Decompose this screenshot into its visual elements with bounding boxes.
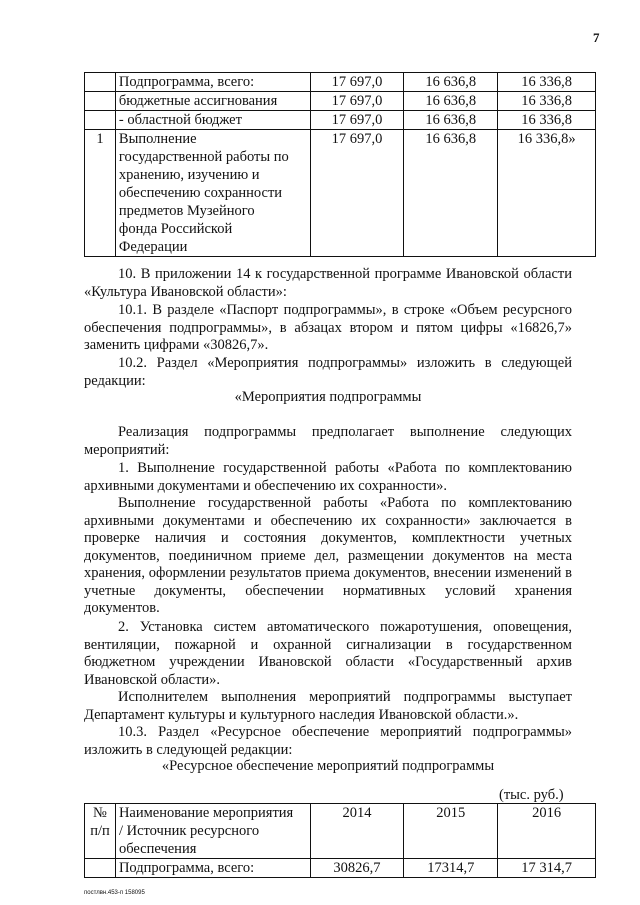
value-2015: 17314,7 (404, 859, 498, 878)
section-heading-resources: «Ресурсное обеспечение мероприятий подпрограммы (161, 758, 495, 774)
row-name: Подпрограмма, всего: (115, 73, 310, 92)
header-line: Наименование мероприятия (118, 805, 294, 821)
value-2014: 30826,7 (310, 859, 404, 878)
paragraph-10-3: 10.3. Раздел «Ресурсное обеспечение мероприятий подпрограммы» изложить в следующей редакции: (84, 724, 572, 758)
row-name (115, 130, 310, 257)
row-name-line: Федерации (118, 239, 188, 255)
paragraph-activity-2: 2. Установка систем автоматического пожаротушения, оповещения, вентиляции, пожарной и охранной сигнализации в государственном бюджетном учреждении Ивановской области «Государственный архив Ивановской области». (84, 619, 572, 688)
value-2016: 16 336,8 (498, 92, 596, 111)
value-2015: 16 636,8 (404, 130, 498, 257)
paragraph-implementation: Реализация подпрограммы предполагает выполнение следующих мероприятий: (84, 424, 572, 458)
row-name-line: государственной работы по (118, 149, 289, 165)
table-row (85, 111, 596, 130)
row-number (85, 859, 116, 878)
row-name: Подпрограмма, всего: (115, 859, 310, 878)
paragraph-10: 10. В приложении 14 к государственной программе Ивановской области «Культура Ивановской области»: (84, 266, 572, 300)
paragraph-10-1: 10.1. В разделе «Паспорт подпрограммы», в строке «Объем ресурсного обеспечения подпрограммы», в абзацах втором и пятом цифры «16826,7» заменить цифрами «30826,7». (84, 302, 572, 353)
table-row (85, 859, 596, 878)
resource-table-museum (84, 72, 596, 257)
value-2016: 16 336,8» (498, 130, 596, 257)
header-line: / Источник ресурсного (118, 823, 260, 839)
value-2016: 16 336,8 (498, 73, 596, 92)
row-name-line: хранению, изучению и (118, 167, 260, 183)
row-name: - областной бюджет (115, 111, 310, 130)
row-name-line: обеспечению сохранности (118, 185, 283, 201)
document-code: постлвн.453-п 158095 (84, 890, 145, 896)
table-row (85, 92, 596, 111)
row-name-line: фонда Российской (118, 221, 233, 237)
row-number (85, 92, 116, 111)
paragraph-activity-1: 1. Выполнение государственной работы «Работа по комплектованию архивными документами и обеспечению их сохранности». (84, 460, 572, 494)
header-2014: 2014 (310, 804, 404, 859)
header-number (85, 804, 116, 859)
value-2014: 17 697,0 (310, 92, 404, 111)
header-line: п/п (90, 823, 110, 839)
row-number (85, 73, 116, 92)
value-2016: 17 314,7 (498, 859, 596, 878)
header-2015: 2015 (404, 804, 498, 859)
row-name-line: предметов Музейного (118, 203, 255, 219)
value-2014: 17 697,0 (310, 73, 404, 92)
paragraph-activity-1-details: Выполнение государственной работы «Работа по комплектованию архивными документами и обеспечению их сохранности» заключается в проверке наличия и состояния документов, комплектности учетных документов, поединичном приеме дел, размещении документов на места хранения, оформлении результатов приема документов, внесении изменений в учетные документы, обеспечении нормативных условий хранения документов. (84, 495, 572, 616)
row-name-line: Выполнение (118, 131, 197, 147)
resource-table-archive (84, 803, 596, 878)
header-name (115, 804, 310, 859)
table-header-row (85, 804, 596, 859)
value-2014: 17 697,0 (310, 111, 404, 130)
value-2015: 16 636,8 (404, 111, 498, 130)
table-row (85, 130, 596, 257)
unit-label: (тыс. руб.) (499, 787, 564, 803)
paragraph-executor: Исполнителем выполнения мероприятий подпрограммы выступает Департамент культуры и культурного наследия Ивановской области.». (84, 689, 572, 723)
row-number (85, 111, 116, 130)
value-2015: 16 636,8 (404, 73, 498, 92)
value-2015: 16 636,8 (404, 92, 498, 111)
page-number: 7 (593, 30, 600, 45)
value-2014: 17 697,0 (310, 130, 404, 257)
section-heading-activities: «Мероприятия подпрограммы (234, 389, 422, 405)
header-2016: 2016 (498, 804, 596, 859)
paragraph-10-2: 10.2. Раздел «Мероприятия подпрограммы» изложить в следующей редакции: (84, 355, 572, 389)
row-name: бюджетные ассигнования (115, 92, 310, 111)
table-row (85, 73, 596, 92)
header-line: № (93, 805, 107, 821)
header-line: обеспечения (118, 841, 197, 857)
row-number: 1 (85, 130, 116, 257)
value-2016: 16 336,8 (498, 111, 596, 130)
